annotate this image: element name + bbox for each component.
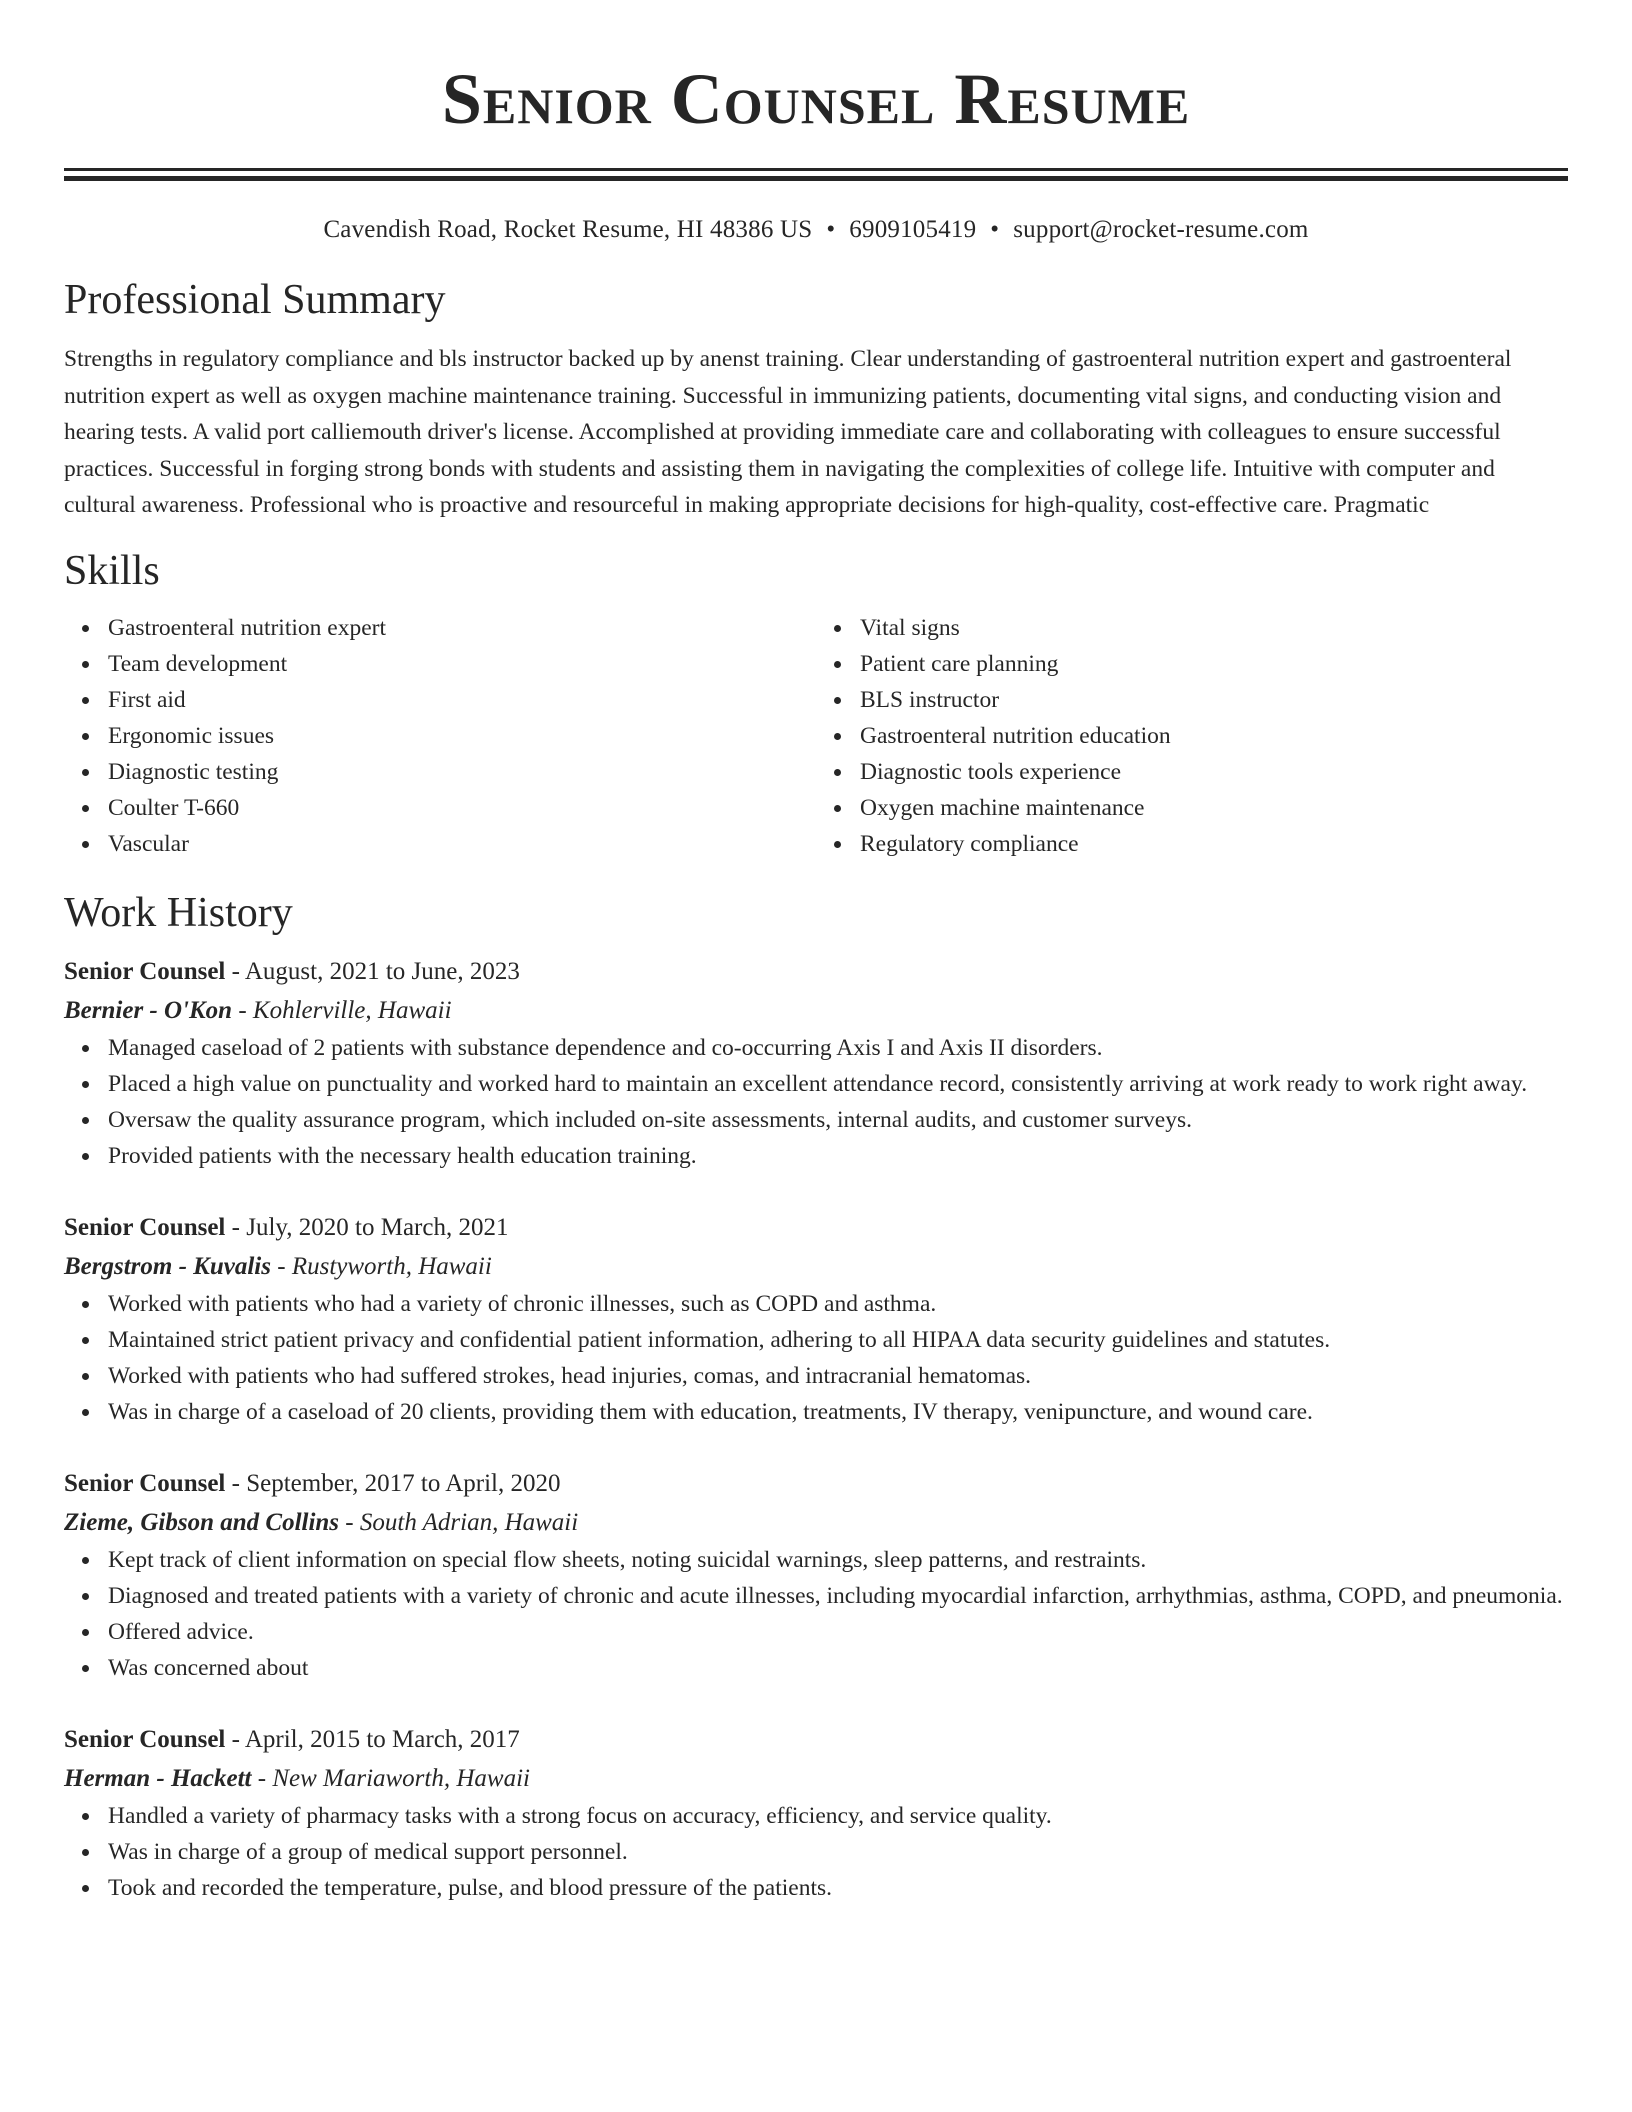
job-entry [64, 1720, 1568, 1906]
job-bullets [64, 1798, 1568, 1906]
skill-item: Vascular [108, 826, 816, 862]
skills-column-left [64, 610, 816, 862]
job-bullet: Maintained strict patient privacy and confidential patient information, adhering to all HIPAA data security guidelines and statutes. [108, 1322, 1568, 1358]
job-header: Senior Counsel - August, 2021 to June, 2023 [64, 957, 520, 985]
job-bullet: Worked with patients who had a variety of chronic illnesses, such as COPD and asthma. [108, 1286, 1568, 1322]
job-location: New Mariaworth, Hawaii [272, 1764, 530, 1792]
job-bullet: Was in charge of a caseload of 20 clients, providing them with education, treatments, IV therapy, venipuncture, and wound care. [108, 1394, 1568, 1430]
job-bullets [64, 1286, 1568, 1430]
skill-item: Gastroenteral nutrition expert [108, 610, 816, 646]
job-company: Zieme, Gibson and Collins [64, 1508, 340, 1536]
job-entry [64, 1208, 1568, 1430]
job-company-line: Zieme, Gibson and Collins - South Adrian, Hawaii [64, 1508, 579, 1536]
job-role: Senior Counsel [64, 1469, 226, 1497]
skill-item: Regulatory compliance [860, 826, 1568, 862]
skill-item: Gastroenteral nutrition education [860, 718, 1568, 754]
skill-item: Oxygen machine maintenance [860, 790, 1568, 826]
job-bullet: Took and recorded the temperature, pulse, and blood pressure of the patients. [108, 1870, 1568, 1906]
job-bullet: Was concerned about [108, 1650, 1568, 1686]
job-dates: July, 2020 to March, 2021 [246, 1213, 509, 1241]
job-bullet: Diagnosed and treated patients with a variety of chronic and acute illnesses, including myocardial infarction, arrhythmias, asthma, COPD, and pneumonia. [108, 1578, 1568, 1614]
job-bullet: Worked with patients who had suffered strokes, head injuries, comas, and intracranial hematomas. [108, 1358, 1568, 1394]
skill-item: Ergonomic issues [108, 718, 816, 754]
contact-separator: • [990, 216, 1000, 243]
job-dates: April, 2015 to March, 2017 [244, 1725, 520, 1753]
resume-page [64, 0, 1568, 1906]
skill-item: Patient care planning [860, 646, 1568, 682]
job-bullets [64, 1030, 1568, 1174]
job-company: Bernier - O'Kon [64, 996, 233, 1024]
job-location: Kohlerville, Hawaii [252, 996, 452, 1024]
job-bullets [64, 1542, 1568, 1686]
work-history-heading: Work History [64, 889, 293, 936]
skills-heading: Skills [64, 547, 160, 594]
job-bullet: Provided patients with the necessary health education training. [108, 1138, 1568, 1174]
contact-address: Cavendish Road, Rocket Resume, HI 48386 US [323, 216, 813, 243]
job-company-line: Bernier - O'Kon - Kohlerville, Hawaii [64, 996, 452, 1024]
job-bullet: Handled a variety of pharmacy tasks with a strong focus on accuracy, efficiency, and service quality. [108, 1798, 1568, 1834]
job-bullet: Managed caseload of 2 patients with substance dependence and co-occurring Axis I and Axis II disorders. [108, 1030, 1568, 1066]
job-role: Senior Counsel [64, 957, 226, 985]
skills-column-right [816, 610, 1568, 862]
job-bullet: Kept track of client information on special flow sheets, noting suicidal warnings, sleep patterns, and restraints. [108, 1542, 1568, 1578]
job-entry [64, 1464, 1568, 1686]
job-company-line: Bergstrom - Kuvalis - Rustyworth, Hawaii [64, 1252, 492, 1280]
job-location: Rustyworth, Hawaii [291, 1252, 492, 1280]
skill-item: Diagnostic tools experience [860, 754, 1568, 790]
job-role: Senior Counsel [64, 1725, 226, 1753]
skill-item: Coulter T-660 [108, 790, 816, 826]
contact-separator: • [826, 216, 836, 243]
job-dates: September, 2017 to April, 2020 [246, 1469, 561, 1497]
job-header: Senior Counsel - September, 2017 to April, 2020 [64, 1469, 561, 1497]
contact-phone: 6909105419 [849, 216, 977, 243]
job-company: Bergstrom - Kuvalis [64, 1252, 271, 1280]
skill-item: First aid [108, 682, 816, 718]
skill-item: Diagnostic testing [108, 754, 816, 790]
summary-text: Strengths in regulatory compliance and bls instructor backed up by anenst training. Clear understanding of gastroenteral nutrition expert and gastroenteral nutrition expert as well as oxygen machine maintenance training. Successful in immunizing patients, documenting vital signs, and conducting vision and hearing tests. A valid port calliemouth driver's license. Accomplished at providing immediate care and collaborating with colleagues to ensure successful practices. Successful in forging strong bonds with students and assisting them in navigating the complexities of college life. Intuitive with computer and cultural awareness. Professional who is proactive and resourceful in making appropriate decisions for high-quality, cost-effective care. Pragmatic [64, 346, 1512, 518]
job-bullet: Oversaw the quality assurance program, which included on-site assessments, internal audits, and customer surveys. [108, 1102, 1568, 1138]
job-bullet: Offered advice. [108, 1614, 1568, 1650]
resume-title: Senior Counsel Resume [441, 59, 1191, 139]
job-dates: August, 2021 to June, 2023 [244, 957, 520, 985]
job-header: Senior Counsel - July, 2020 to March, 2021 [64, 1213, 509, 1241]
title-rule-bottom [64, 176, 1568, 181]
skill-item: Team development [108, 646, 816, 682]
title-rule-top [64, 168, 1568, 171]
job-header: Senior Counsel - April, 2015 to March, 2017 [64, 1725, 520, 1753]
job-role: Senior Counsel [64, 1213, 226, 1241]
skills-grid [64, 610, 1568, 862]
job-location: South Adrian, Hawaii [359, 1508, 579, 1536]
job-bullet: Was in charge of a group of medical support personnel. [108, 1834, 1568, 1870]
job-company: Herman - Hackett [64, 1764, 252, 1792]
skill-item: Vital signs [860, 610, 1568, 646]
job-bullet: Placed a high value on punctuality and worked hard to maintain an excellent attendance record, consistently arriving at work ready to work right away. [108, 1066, 1568, 1102]
job-company-line: Herman - Hackett - New Mariaworth, Hawaii [64, 1764, 530, 1792]
skill-item: BLS instructor [860, 682, 1568, 718]
contact-email: support@rocket-resume.com [1013, 216, 1309, 243]
job-entry [64, 952, 1568, 1174]
contact-line [64, 215, 1568, 245]
summary-heading: Professional Summary [64, 277, 446, 323]
